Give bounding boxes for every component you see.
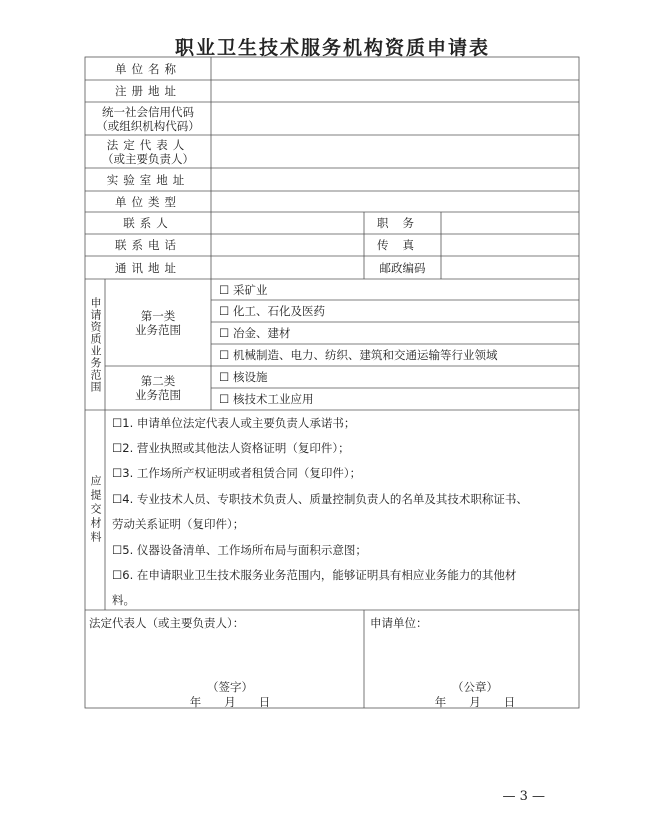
unit-type-label: 单位类型	[115, 194, 181, 209]
cat1-label-line1: 第一类	[140, 308, 176, 323]
scope-side-label	[85, 279, 105, 410]
cat2-item-nuclear-facility[interactable]: ☐ 核设施	[219, 370, 268, 384]
left-sign-note: （签字）	[207, 680, 253, 694]
applicant-seal-area[interactable]	[365, 636, 578, 676]
mail-address-field[interactable]	[211, 256, 364, 279]
legal-rep-label-line1: 法定代表人	[106, 137, 190, 152]
fax-field[interactable]	[441, 234, 579, 256]
material-item-4[interactable]: ☐4. 专业技术人员、专职技术负责人、质量控制负责人的名单及其技术职称证书、	[112, 492, 528, 506]
cat1-item-mining[interactable]: ☐ 采矿业	[219, 282, 268, 297]
legal-rep-field[interactable]	[211, 135, 579, 168]
cat1-item-machinery[interactable]: ☐ 机械制造、电力、纺织、建筑和交通运输等行业领域	[219, 348, 498, 362]
unit-name-label: 单位名称	[115, 61, 181, 76]
contact-label: 联系人	[123, 216, 173, 230]
material-item-4-cont: 劳动关系证明（复印件）；	[112, 517, 245, 531]
mail-address-label: 通讯地址	[115, 260, 181, 275]
unit-type-field[interactable]	[211, 191, 579, 212]
right-seal-note: （公章）	[452, 680, 498, 694]
right-date: 年 月 日	[434, 695, 516, 709]
position-field[interactable]	[441, 212, 579, 234]
cat2-label	[105, 366, 211, 410]
materials-side-text: 应提交材料	[89, 475, 102, 545]
legal-rep-label	[85, 135, 211, 168]
legal-rep-sign-label: 法定代表人（或主要负责人）：	[89, 616, 245, 630]
credit-code-label-line2: （或组织机构代码）	[96, 118, 200, 133]
material-item-1[interactable]: ☐1. 申请单位法定代表人或主要负责人承诺书；	[112, 416, 356, 430]
applicant-unit-label: 申请单位：	[370, 616, 428, 630]
credit-code-label	[85, 102, 211, 135]
cat1-label	[105, 279, 211, 366]
material-item-3[interactable]: ☐3. 工作场所产权证明或者租赁合同（复印件）；	[112, 466, 362, 480]
cat2-label-line2: 业务范围	[135, 388, 181, 402]
phone-label: 联系电话	[115, 238, 181, 252]
postcode-label: 邮政编码	[379, 260, 426, 275]
page-number: — 3 —	[502, 789, 545, 804]
phone-field[interactable]	[211, 234, 364, 256]
cat2-label-line1: 第二类	[140, 374, 176, 388]
cat1-label-line2: 业务范围	[135, 322, 181, 337]
legal-rep-label-line2: （或主要负责人）	[102, 151, 194, 166]
credit-code-label-line1: 统一社会信用代码	[102, 104, 194, 119]
form-title: 职业卫生技术服务机构资质申请表	[174, 37, 490, 59]
material-item-2[interactable]: ☐2. 营业执照或其他法人资格证明（复印件）；	[112, 441, 350, 455]
scope-side-text: 申请资质业务范围	[89, 296, 102, 393]
lab-address-field[interactable]	[211, 168, 579, 191]
unit-name-field[interactable]	[211, 57, 579, 80]
position-label: 职务	[377, 216, 428, 230]
postcode-field[interactable]	[441, 256, 579, 279]
cat2-item-nuclear-industry[interactable]: ☐ 核技术工业应用	[219, 392, 314, 406]
fax-label: 传真	[377, 238, 428, 252]
material-item-6-cont: 料。	[112, 593, 135, 607]
cat1-item-chemical[interactable]: ☐ 化工、石化及医药	[219, 304, 325, 318]
materials-side-label	[85, 410, 105, 610]
lab-address-label: 实验室地址	[106, 172, 190, 187]
credit-code-field[interactable]	[211, 102, 579, 135]
reg-address-label: 注册地址	[115, 84, 181, 98]
cat1-item-metallurgy[interactable]: ☐ 冶金、建材	[219, 326, 291, 340]
reg-address-field[interactable]	[211, 80, 579, 102]
material-item-5[interactable]: ☐5. 仪器设备清单、工作场所布局与面积示意图；	[112, 543, 367, 557]
contact-field[interactable]	[211, 212, 364, 234]
material-item-6[interactable]: ☐6. 在申请职业卫生技术服务业务范围内，能够证明具有相应业务能力的其他材	[112, 568, 517, 582]
legal-rep-signature-area[interactable]	[86, 636, 363, 676]
left-date: 年 月 日	[189, 695, 271, 709]
